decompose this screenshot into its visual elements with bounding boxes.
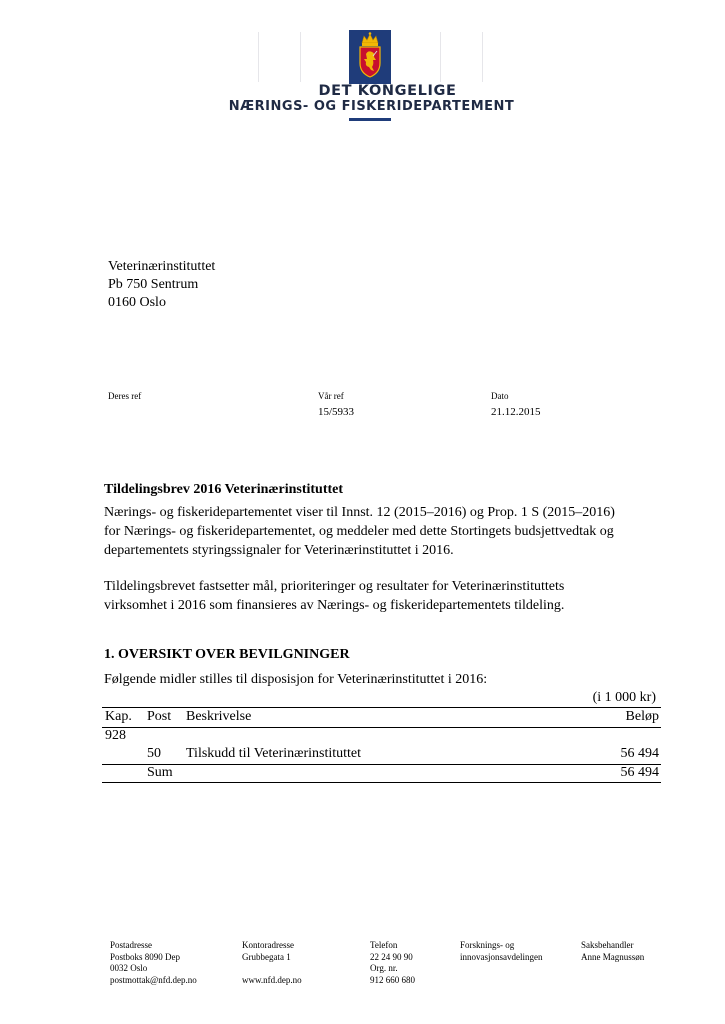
footer-line: 0032 Oslo (110, 963, 148, 973)
section-heading: 1. OVERSIKT OVER BEVILGNINGER (104, 647, 350, 662)
recipient-name: Veterinærinstituttet (108, 259, 216, 274)
footer-line: Forsknings- og (460, 940, 515, 950)
table-row-beskrivelse: Tilskudd til Veterinærinstituttet (186, 746, 362, 761)
footer-line: Kontoradresse (242, 940, 294, 950)
footer-line: Postadresse (110, 940, 152, 950)
paragraph-intro (104, 503, 664, 560)
table-header-post: Post (147, 709, 172, 724)
footer-line: Saksbehandler (581, 940, 634, 950)
var-ref-value: 15/5933 (318, 406, 355, 418)
footer-line: innovasjonsavdelingen (460, 951, 543, 962)
ministry-name-line1: DET KONGELIGE (318, 83, 457, 99)
table-rule-bottom (102, 782, 661, 783)
table-header-kap: Kap. (105, 709, 132, 724)
paragraph-line: virksomhet i 2016 som finansieres av Nærings- og fiskeridepartementets tildeling. (104, 598, 565, 613)
table-rule-header (102, 727, 661, 728)
table-kap-value: 928 (105, 728, 126, 743)
footer-line: Grubbegata 1 (242, 951, 291, 962)
recipient-address-line: Pb 750 Sentrum (108, 277, 199, 292)
header-ghost-line (482, 32, 483, 82)
table-row-post: 50 (147, 746, 161, 761)
table-rule-top (102, 707, 661, 708)
royal-crest-icon (349, 30, 391, 84)
ministry-name-line2: NÆRINGS- OG FISKERIDEPARTEMENT (228, 99, 515, 114)
footer-line: Anne Magnussøn (581, 951, 645, 962)
table-header-belop: Beløp (625, 709, 659, 724)
recipient-address (108, 258, 215, 312)
table-sum-belop: 56 494 (620, 765, 659, 780)
footer-telefon (370, 940, 415, 986)
footer-line (242, 963, 302, 975)
unit-note: (i 1 000 kr) (592, 690, 656, 705)
header-ghost-line (440, 32, 441, 82)
paragraph-line: for Nærings- og fiskeridepartementet, og meddeler med dette Stortingets budsjettvedtak og (104, 524, 614, 539)
table-rule-row (102, 764, 661, 765)
footer-line: 22 24 90 90 (370, 951, 413, 962)
table-row-belop: 56 494 (620, 746, 659, 761)
footer-email-link[interactable]: postmottak@nfd.dep.no (110, 974, 197, 985)
var-ref-label: Vår ref (318, 391, 344, 401)
footer-saksbehandler (581, 940, 644, 963)
header-rule (349, 118, 391, 121)
recipient-city-line: 0160 Oslo (108, 295, 166, 310)
footer-line: Telefon (370, 940, 398, 950)
dato-label: Dato (491, 391, 509, 401)
dato-value: 21.12.2015 (491, 406, 541, 418)
table-sum-label: Sum (147, 765, 173, 780)
footer-line: Postboks 8090 Dep (110, 951, 181, 962)
letter-title: Tildelingsbrev 2016 Veterinærinstituttet (104, 482, 344, 497)
footer-line: 912 660 680 (370, 974, 415, 985)
footer-avdeling (460, 940, 543, 963)
table-header-beskrivelse: Beskrivelse (186, 709, 252, 724)
paragraph-line: Nærings- og fiskeridepartementet viser til Innst. 12 (2015–2016) og Prop. 1 S (2015–2016) (104, 505, 615, 520)
footer-kontoradresse (242, 940, 302, 986)
footer-web-link[interactable]: www.nfd.dep.no (242, 974, 302, 985)
header-ghost-line (258, 32, 259, 82)
footer-line: Org. nr. (370, 963, 398, 973)
paragraph-line: departementets styringssignaler for Veterinærinstituttet i 2016. (104, 543, 454, 558)
footer-postadresse (110, 940, 197, 986)
deres-ref-label: Deres ref (108, 391, 142, 401)
section-intro: Følgende midler stilles til disposisjon for Veterinærinstituttet i 2016: (104, 672, 488, 687)
header-ghost-line (300, 32, 301, 82)
paragraph-scope (104, 577, 664, 615)
paragraph-line: Tildelingsbrevet fastsetter mål, prioriteringer og resultater for Veterinærinstituttets (104, 579, 565, 594)
